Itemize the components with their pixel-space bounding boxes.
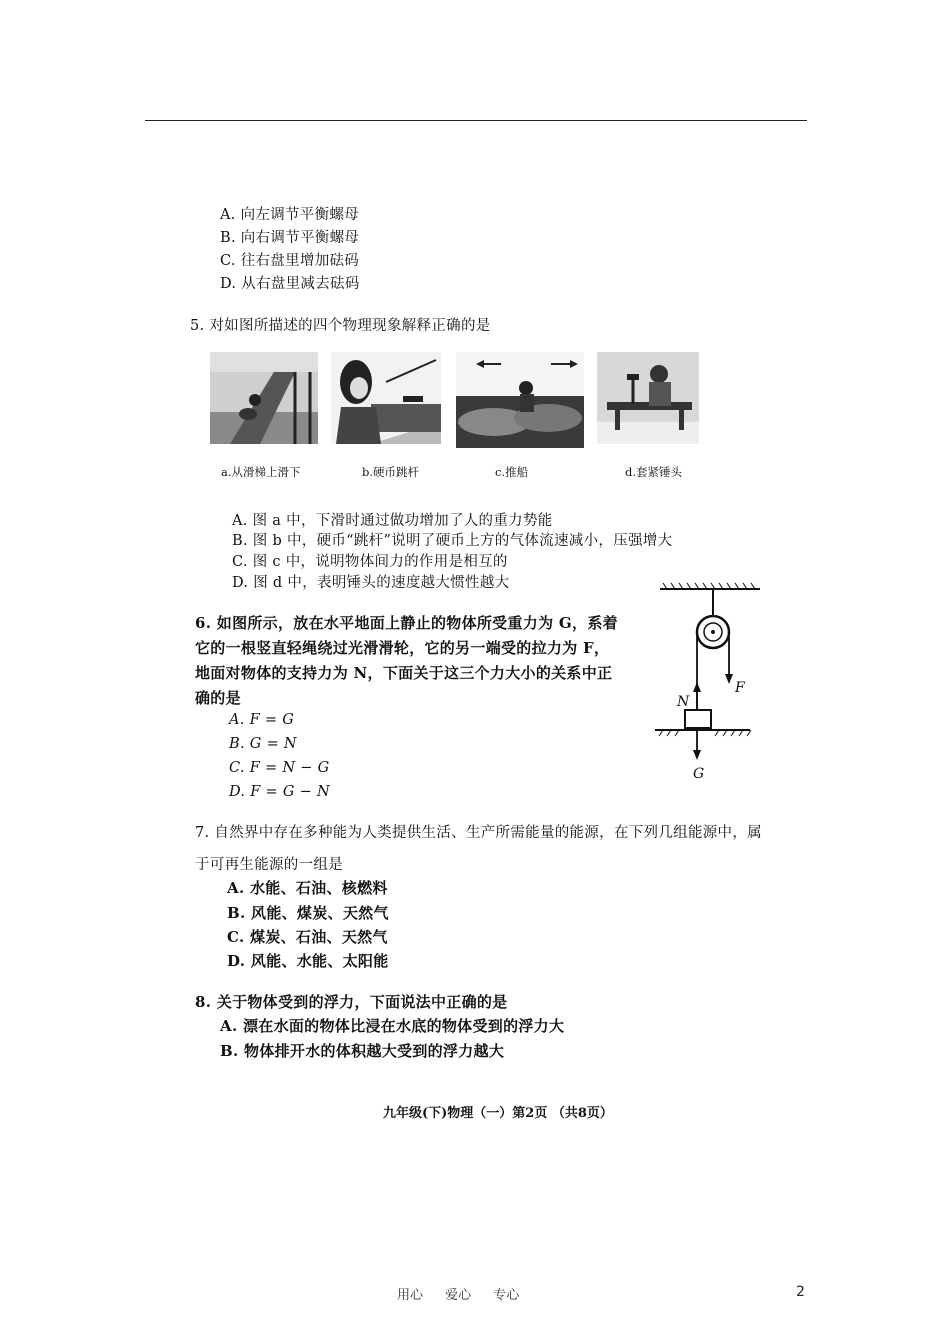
q7-option-d: D. 风能、水能、太阳能: [227, 952, 389, 970]
q4-option-a: A. 向左调节平衡螺母: [220, 207, 359, 223]
caption-c: c.推船: [495, 465, 529, 479]
q5-option-a: A. 图 a 中，下滑时通过做功增加了人的重力势能: [232, 513, 553, 529]
q5-option-b: B. 图 b 中，硬币“跳杆”说明了硬币上方的气体流速减小，压强增大: [232, 533, 673, 549]
q5-stem: 5. 对如图所描述的四个物理现象解释正确的是: [190, 318, 491, 334]
q5-option-d: D. 图 d 中，表明锤头的速度越大惯性越大: [232, 575, 510, 591]
coin-photo: [331, 352, 441, 444]
caption-d: d.套紧锤头: [625, 465, 683, 479]
q6-stem-line-2: 它的一根竖直轻绳绕过光滑滑轮，它的另一端受的拉力为 F，: [195, 639, 610, 657]
hammer-photo: [597, 352, 699, 444]
q6-option-d: D. F = G − N: [229, 784, 330, 800]
q5-option-c: C. 图 c 中，说明物体间力的作用是相互的: [232, 554, 508, 570]
force-n-label: N: [677, 694, 690, 710]
page-footer-title: 九年级(下)物理（一）第2页 （共8页）: [383, 1106, 613, 1121]
q7-option-c: C. 煤炭、石油、天然气: [227, 928, 388, 946]
q6-option-b: B. G = N: [229, 736, 297, 752]
q8-option-a: A. 漂在水面的物体比浸在水底的物体受到的浮力大: [220, 1017, 565, 1035]
q4-option-d: D. 从右盘里减去砝码: [220, 276, 360, 292]
force-f-label: F: [735, 680, 745, 696]
page-number: 2: [796, 1284, 805, 1300]
q6-option-a: A. F = G: [229, 712, 295, 728]
q7-stem-line-1: 7. 自然界中存在多种能为人类提供生活、生产所需能量的能源，在下列几组能源中，属: [195, 825, 762, 841]
boats-photo: [456, 352, 584, 448]
q8-stem: 8. 关于物体受到的浮力，下面说法中正确的是: [195, 993, 508, 1011]
slide-photo: [210, 352, 318, 444]
caption-a: a.从滑梯上滑下: [221, 465, 301, 479]
q4-option-b: B. 向右调节平衡螺母: [220, 230, 360, 246]
header-rule: [145, 120, 807, 121]
pulley-diagram: [655, 582, 765, 782]
q7-stem-line-2: 于可再生能源的一组是: [195, 857, 343, 873]
q7-option-a: A. 水能、石油、核燃料: [227, 879, 388, 897]
force-g-label: G: [693, 766, 705, 782]
footer-motto: 用心 爱心 专心: [397, 1288, 520, 1303]
q6-stem-line-1: 6. 如图所示，放在水平地面上静止的物体所受重力为 G，系着: [195, 614, 618, 632]
q4-option-c: C. 往右盘里增加砝码: [220, 253, 360, 269]
q6-stem-line-4: 确的是: [195, 689, 241, 707]
caption-b: b.硬币跳杆: [362, 465, 420, 479]
q6-stem-line-3: 地面对物体的支持力为 N，下面关于这三个力大小的关系中正: [195, 664, 613, 682]
q6-option-c: C. F = N − G: [229, 760, 330, 776]
q7-option-b: B. 风能、煤炭、天然气: [227, 904, 389, 922]
q8-option-b: B. 物体排开水的体积越大受到的浮力越大: [220, 1042, 505, 1060]
